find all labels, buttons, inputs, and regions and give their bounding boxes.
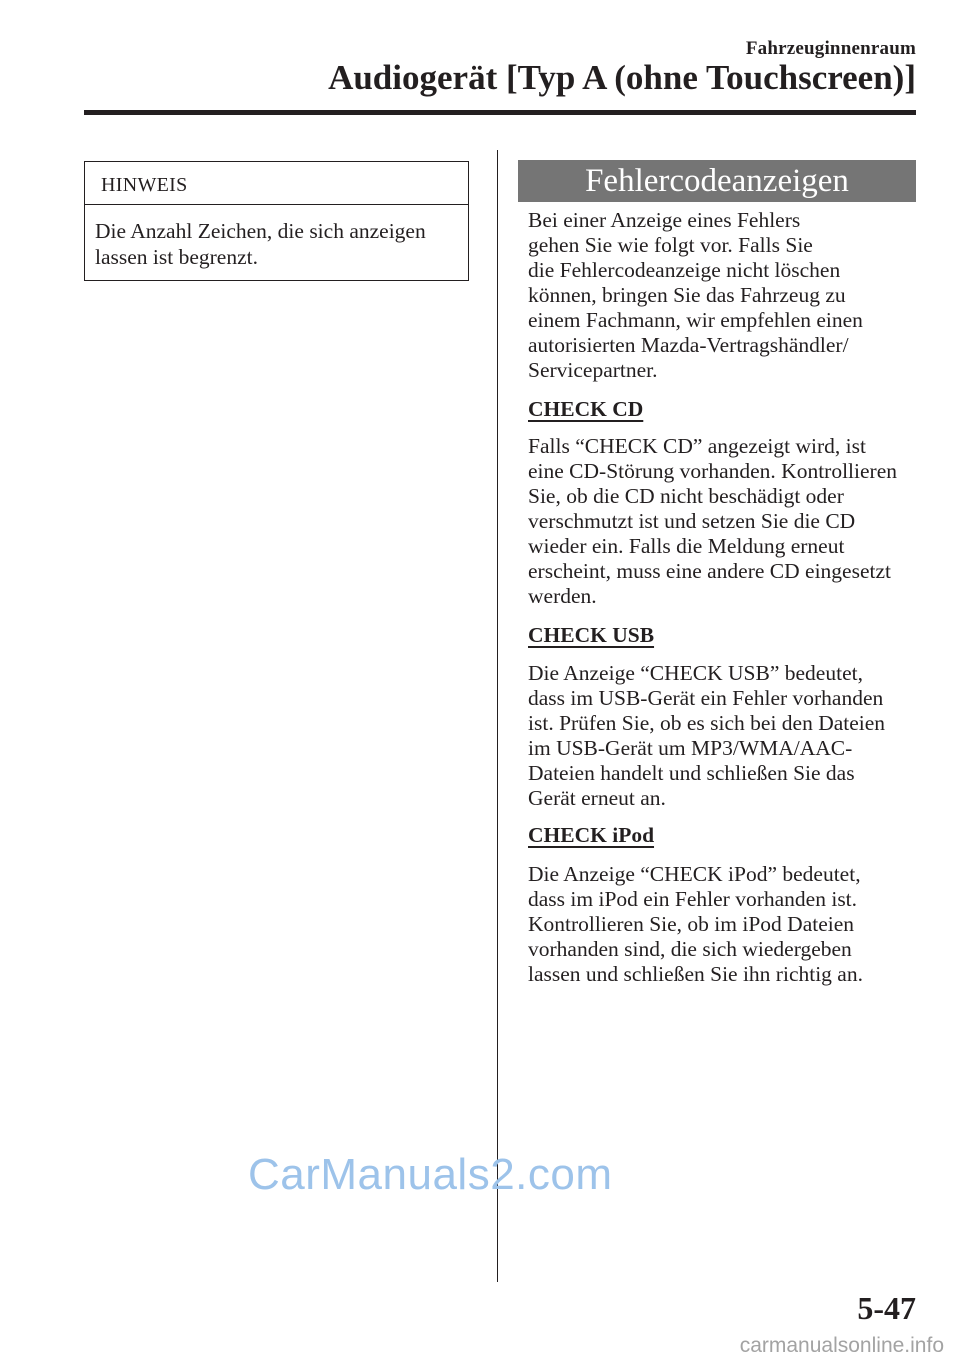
text-check-cd: Falls “CHECK CD” angezeigt wird, ist eine CD-Störung vorhanden. Kontrollieren Sie, ob die CD nicht beschädigt oder verschmutzt ist und setzen Sie die CD wieder ein. Falls die Meldung erneut erscheint, muss eine andere CD eingesetzt werden. <box>528 434 897 608</box>
note-title: HINWEIS <box>101 174 188 196</box>
column-divider <box>497 150 498 1282</box>
section-intro: Bei einer Anzeige eines Fehlers gehen Sie wie folgt vor. Falls Sie die Fehlercodeanzeige nicht löschen können, bringen Sie das Fahrzeug zu einem Fachmann, wir empfehlen einen autorisierten Mazda-Vertragshändler/ Servicepartner. <box>528 208 863 382</box>
chapter-title: Fahrzeuginnenraum <box>745 38 916 59</box>
header-divider <box>84 110 916 115</box>
text-check-ipod: Die Anzeige “CHECK iPod” bedeutet, dass im iPod ein Fehler vorhanden ist. Kontrollieren Sie, ob im iPod Dateien vorhanden sind, die sich wiedergeben lassen und schließen Sie ihn richtig an. <box>528 862 863 986</box>
section-title: Fehlercodeanzeigen <box>518 160 916 202</box>
note-box <box>84 161 469 281</box>
heading-check-cd: CHECK CD <box>528 397 644 421</box>
footer-site-link[interactable]: carmanualsonline.info <box>739 1334 944 1357</box>
note-text: Die Anzahl Zeichen, die sich anzeigen lassen ist begrenzt. <box>95 219 426 269</box>
text-check-usb: Die Anzeige “CHECK USB” bedeutet, dass im USB-Gerät ein Fehler vorhanden ist. Prüfen Sie, ob es sich bei den Dateien im USB-Gerät um MP3/WMA/AAC- Dateien handelt und schließen Sie das Gerät erneut an. <box>528 661 886 810</box>
heading-check-usb: CHECK USB <box>528 623 655 647</box>
watermark-logo: CarManuals2.com <box>248 1150 613 1199</box>
page-title: Audiogerät [Typ A (ohne Touchscreen)] <box>328 58 916 97</box>
page-number: 5-47 <box>857 1290 916 1326</box>
heading-check-ipod: CHECK iPod <box>528 823 655 847</box>
note-divider <box>85 204 468 205</box>
